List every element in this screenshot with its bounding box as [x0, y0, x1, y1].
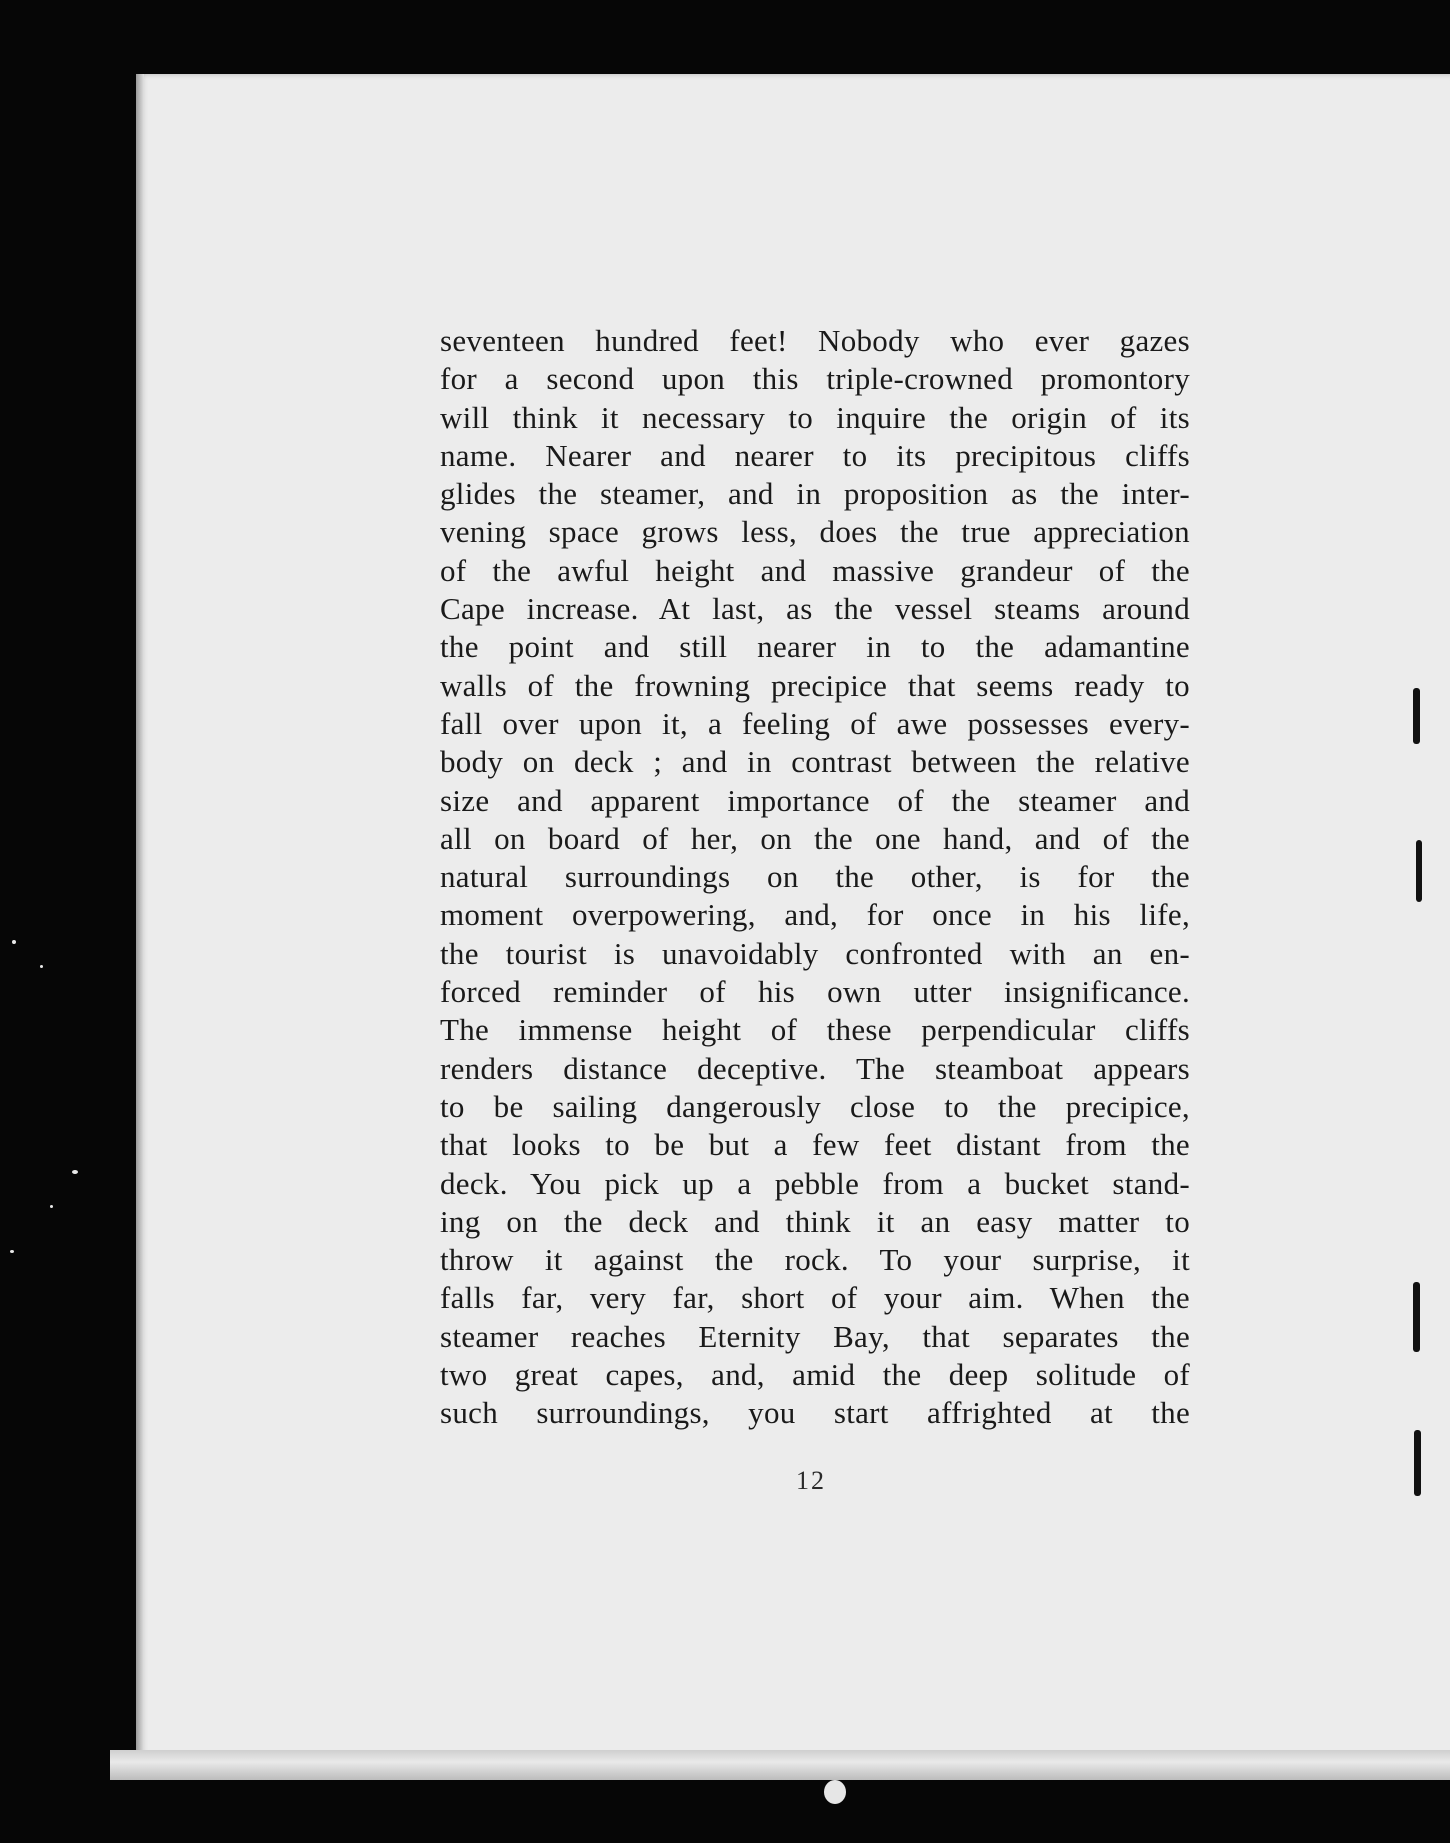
dust-speck — [40, 965, 43, 968]
text-line: seventeen hundred feet! Nobody who ever gazes — [440, 323, 1190, 358]
text-line: renders distance deceptive. The steamboat appears — [440, 1050, 1190, 1086]
page-gutter-shadow — [136, 74, 144, 1774]
text-line: two great capes, and, amid the deep solitude of — [440, 1357, 1190, 1393]
text-line: of the awful height and massive grandeur of the — [440, 552, 1190, 588]
text-line: natural surroundings on the other, is for the — [440, 859, 1190, 895]
margin-mark — [1414, 1430, 1421, 1496]
text-line: size and apparent importance of the steamer and — [440, 782, 1190, 818]
dust-speck — [10, 1250, 14, 1253]
margin-mark — [1413, 688, 1420, 744]
dust-speck — [72, 1170, 78, 1174]
text-line: that looks to be but a few feet distant from the — [440, 1127, 1190, 1163]
text-line: steamer reaches Eternity Bay, that separates the — [440, 1318, 1190, 1354]
text-line: all on board of her, on the one hand, and of the — [440, 820, 1190, 856]
text-line: deck. You pick up a pebble from a bucket stand- — [440, 1165, 1190, 1201]
text-line: fall over upon it, a feeling of awe possesses every- — [440, 705, 1190, 741]
text-line: The immense height of these perpendicular cliffs — [440, 1012, 1190, 1048]
page-bottom-edge — [110, 1750, 1450, 1780]
margin-mark — [1413, 1282, 1420, 1352]
text-line: name. Nearer and nearer to its precipitous cliffs — [440, 437, 1190, 473]
text-line: the point and still nearer in to the adamantine — [440, 629, 1190, 665]
text-line: moment overpowering, and, for once in his life, — [440, 897, 1190, 933]
bottom-blot — [824, 1780, 846, 1804]
text-line: walls of the frowning precipice that seems ready to — [440, 667, 1190, 703]
body-text — [440, 322, 1190, 1433]
text-line: falls far, very far, short of your aim. When the — [440, 1280, 1190, 1316]
text-line: such surroundings, you start affrighted at the — [440, 1395, 1190, 1431]
dust-speck — [12, 940, 16, 944]
text-line: vening space grows less, does the true appreciation — [440, 514, 1190, 550]
text-line: body on deck ; and in contrast between the relative — [440, 744, 1190, 780]
text-line: ing on the deck and think it an easy matter to — [440, 1203, 1190, 1239]
text-line: will think it necessary to inquire the origin of its — [440, 399, 1190, 435]
dust-speck — [50, 1205, 53, 1208]
text-line: glides the steamer, and in proposition as the inter- — [440, 476, 1190, 512]
text-line: forced reminder of his own utter insignificance. — [440, 974, 1190, 1010]
page-number: 12 — [796, 1466, 826, 1495]
text-line: the tourist is unavoidably confronted with an en- — [440, 935, 1190, 971]
text-line: for a second upon this triple-crowned promontory — [440, 361, 1190, 397]
margin-mark — [1416, 840, 1422, 902]
text-line: throw it against the rock. To your surprise, it — [440, 1242, 1190, 1278]
text-line: Cape increase. At last, as the vessel steams around — [440, 591, 1190, 627]
text-line: to be sailing dangerously close to the precipice, — [440, 1088, 1190, 1124]
